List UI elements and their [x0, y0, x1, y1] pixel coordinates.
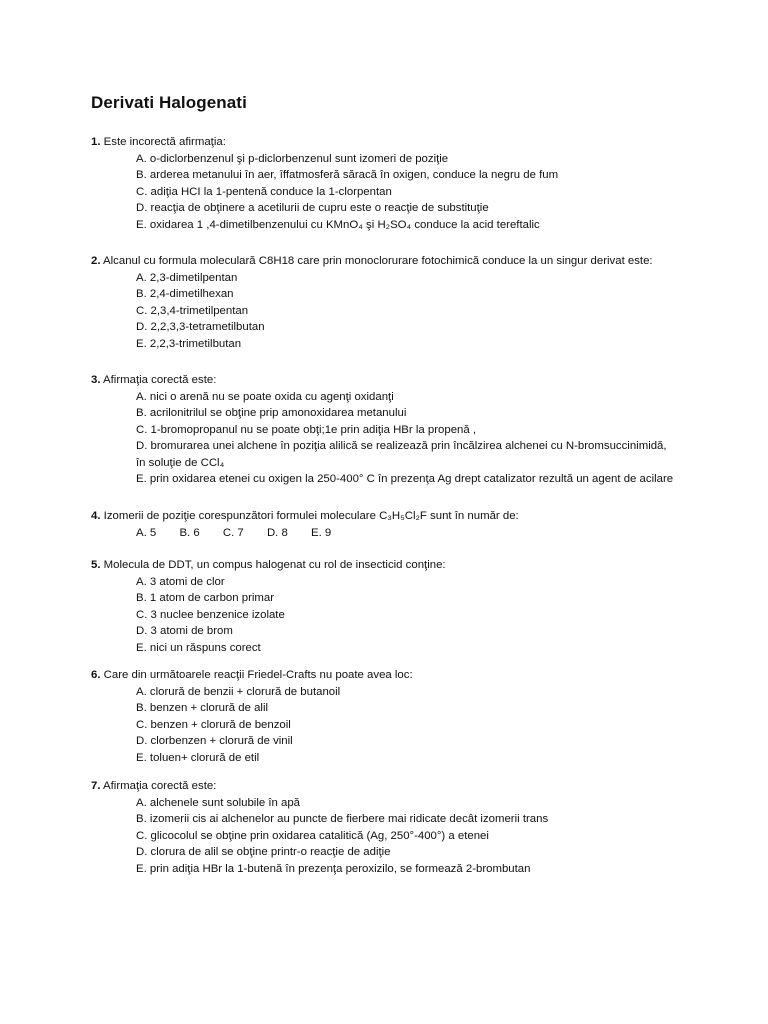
inline-options	[91, 525, 751, 542]
option-d: D. reacţia de obţinere a acetilurii de cupru este o reacţie de substituţie	[136, 202, 489, 214]
document-title: Derivati Halogenati	[91, 93, 247, 112]
question-number: 4.	[91, 510, 101, 522]
option-b: B. 2,4-dimetilhexan	[136, 288, 234, 300]
option-e: E. 2,2,3-trimetilbutan	[136, 337, 242, 350]
option-c: C. benzen + clorură de benzoil	[136, 718, 291, 731]
option-a: A. 5	[136, 526, 157, 539]
option-c: C. adiţia HCI la 1-pentenă conduce la 1-clorpentan	[136, 185, 392, 198]
question-number: 5.	[91, 559, 101, 571]
question-number: 1.	[91, 136, 101, 148]
question-text: Este incorectă afirmaţia:	[103, 136, 226, 148]
option-d: D. clorura de alil se obţine printr-o reacţie de adiţie	[136, 846, 391, 858]
option-a: A. clorură de benzii + clorură de butanoil	[136, 685, 341, 698]
option-e: E. toluen+ clorură de etil	[136, 751, 260, 764]
question-number: 2.	[91, 255, 101, 267]
option-a: A. alchenele sunt solubile în apă	[136, 796, 301, 809]
question-7	[91, 778, 751, 877]
question-text: Alcanul cu formula moleculară C8H18 care prin monoclorurare fotochimică conduce la un singur derivat este:	[103, 255, 653, 267]
question-text: Afirmaţia corectă este:	[103, 780, 217, 792]
option-c: C. 7	[222, 526, 244, 539]
option-c: C. 1-bromopropanul nu se poate obţi;1e prin adiţia HBr la propenă ,	[136, 423, 477, 436]
option-a: A. o-diclorbenzenul şi p-diclorbenzenul sunt izomeri de poziţie	[136, 152, 449, 165]
option-d: D. clorbenzen + clorură de vinil	[136, 735, 293, 747]
option-b: B. izomerii cis ai alchenelor au puncte de fierbere mai ridicate decât izomerii trans	[136, 813, 549, 825]
option-e: E. prin adiţia HBr la 1-butenă în prezenţa peroxizilo, se formează 2-brombutan	[136, 862, 531, 875]
option-d: D. 3 atomi de brom	[136, 625, 233, 637]
question-header	[91, 372, 751, 389]
question-number: 6.	[91, 669, 101, 681]
option-a: A. nici o arenă nu se poate oxida cu agenţi oxidanţi	[136, 390, 394, 403]
option-b: B. arderea metanului în aer, îffatmosferă săracă în oxigen, conduce la negru de fum	[136, 169, 559, 181]
option-d: D. 8	[266, 526, 288, 539]
question-6	[91, 667, 751, 766]
option-d-continuation: în soluţie de CCl₄	[136, 456, 225, 469]
option-c: C. 3 nuclee benzenice izolate	[136, 608, 285, 621]
question-number: 3.	[91, 374, 101, 386]
question-text: Izomerii de poziţie corespunzători formulei moleculare C₃H₅Cl₂F sunt în număr de:	[103, 510, 519, 522]
question-header	[91, 557, 751, 574]
question-1	[91, 134, 751, 233]
option-a: A. 2,3-dimetilpentan	[136, 271, 238, 284]
option-e: E. nici un răspuns corect	[136, 641, 261, 654]
question-header	[91, 778, 751, 795]
option-d: D. 2,2,3,3-tetrametilbutan	[136, 321, 265, 333]
question-header	[91, 134, 751, 151]
option-e: E. 9	[311, 526, 332, 539]
question-header	[91, 508, 751, 525]
option-b: B. benzen + clorură de alil	[136, 702, 269, 714]
question-number: 7.	[91, 780, 101, 792]
option-a: A. 3 atomi de clor	[136, 575, 225, 588]
option-b: B. 6	[179, 526, 200, 539]
option-c: C. 2,3,4-trimetilpentan	[136, 304, 249, 317]
question-4	[91, 508, 751, 541]
option-e: E. prin oxidarea etenei cu oxigen la 250-400° C în prezenţa Ag drept catalizator rezultă un agent de acilare	[136, 473, 674, 485]
question-text: Care din următoarele reacţii Friedel-Crafts nu poate avea loc:	[103, 669, 413, 681]
question-header	[91, 253, 751, 270]
question-2	[91, 253, 751, 352]
option-c: C. glicocolul se obţine prin oxidarea catalitică (Ag, 250°-400°) a etenei	[136, 829, 489, 842]
option-b: B. 1 atom de carbon primar	[136, 592, 275, 604]
option-b: B. acrilonitrilul se obţine prip amonoxidarea metanului	[136, 407, 407, 419]
option-d: D. bromurarea unei alchene în poziţia alilică se realizează prin încălzirea alchenei cu N-bromsuccinimidă,	[136, 440, 667, 452]
question-header	[91, 667, 751, 684]
option-e: E. oxidarea 1 ,4-dimetilbenzenului cu KMnO₄ şi H₂SO₄ conduce la acid tereftalic	[136, 218, 540, 231]
question-3	[91, 372, 751, 488]
question-text: Molecula de DDT, un compus halogenat cu rol de insecticid conţine:	[103, 559, 446, 571]
question-5	[91, 557, 751, 656]
question-text: Afirmaţia corectă este:	[103, 374, 217, 386]
